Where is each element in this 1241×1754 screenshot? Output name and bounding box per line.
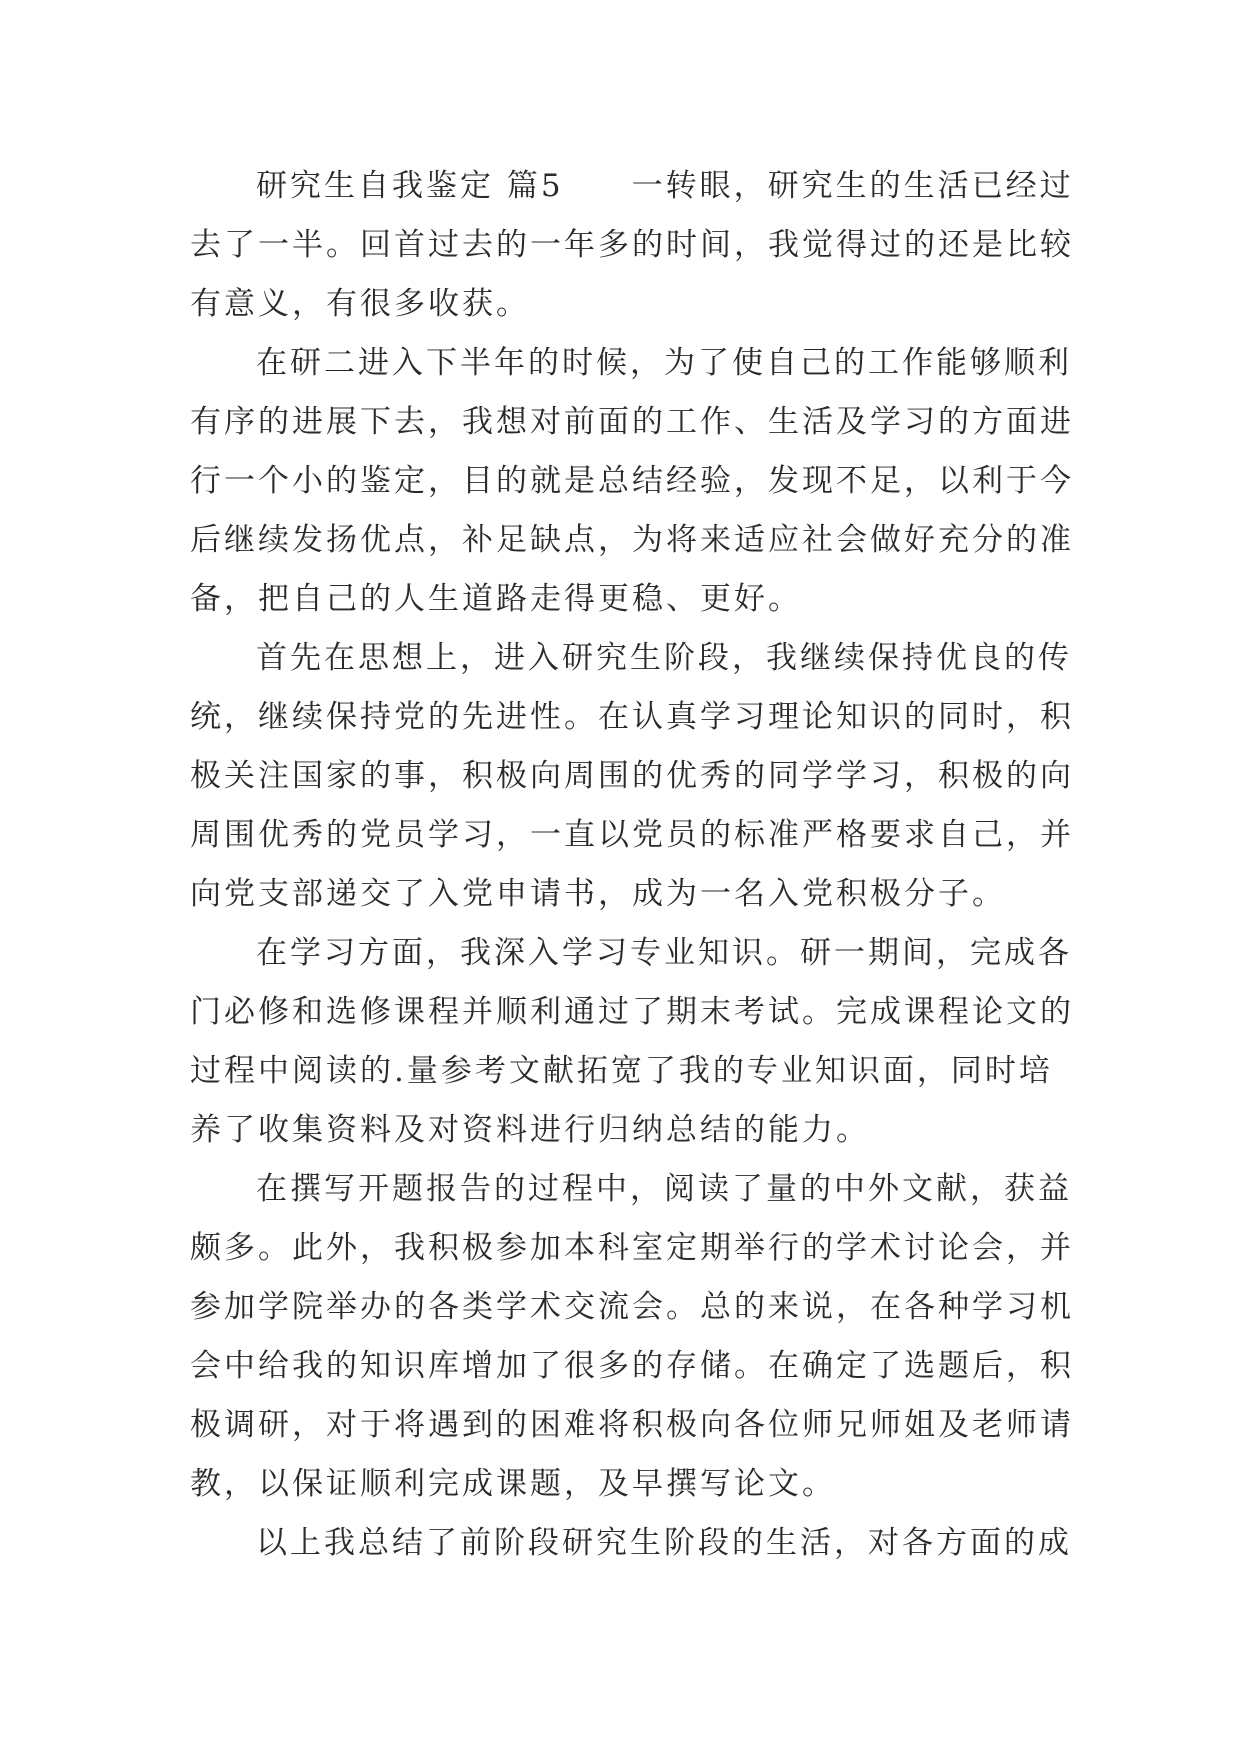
text-line: 门必修和选修课程并顺利通过了期末考试。完成课程论文的 <box>190 994 1074 1030</box>
text-line: 会中给我的知识库增加了很多的存储。在确定了选题后，积 <box>190 1348 1074 1384</box>
text-line: 首先在思想上，进入研究生阶段，我继续保持优良的传 <box>256 640 1072 676</box>
paragraph <box>190 1514 1070 1573</box>
text-line: 颇多。此外，我积极参加本科室定期举行的学术讨论会，并 <box>190 1230 1074 1266</box>
text-line: 研究生自我鉴定 篇5 一转眼，研究生的生活已经过 <box>256 168 1074 204</box>
text-line: 周围优秀的党员学习，一直以党员的标准严格要求自己，并 <box>190 817 1074 853</box>
paragraph <box>190 334 1074 629</box>
text-line: 养了收集资料及对资料进行归纳总结的能力。 <box>190 1112 870 1148</box>
paragraph <box>190 157 1074 334</box>
text-line: 有序的进展下去，我想对前面的工作、生活及学习的方面进 <box>190 404 1074 440</box>
text-line: 在撰写开题报告的过程中，阅读了量的中外文献，获益 <box>256 1171 1072 1207</box>
paragraph <box>190 924 1074 1160</box>
text-line: 以上我总结了前阶段研究生阶段的生活，对各方面的成 <box>256 1525 1072 1561</box>
paragraph <box>190 1160 1074 1514</box>
text-line: 统，继续保持党的先进性。在认真学习理论知识的同时，积 <box>190 699 1074 735</box>
text-line: 过程中阅读的.量参考文献拓宽了我的专业知识面，同时培 <box>190 1053 1053 1089</box>
paragraph <box>190 629 1074 924</box>
text-line: 备，把自己的人生道路走得更稳、更好。 <box>190 581 802 617</box>
text-line: 极调研，对于将遇到的困难将积极向各位师兄师姐及老师请 <box>190 1407 1074 1443</box>
text-line: 极关注国家的事，积极向周围的优秀的同学学习，积极的向 <box>190 758 1074 794</box>
text-line: 在研二进入下半年的时候，为了使自己的工作能够顺利 <box>256 345 1072 381</box>
text-line: 参加学院举办的各类学术交流会。总的来说，在各种学习机 <box>190 1289 1074 1325</box>
text-line: 行一个小的鉴定，目的就是总结经验，发现不足，以利于今 <box>190 463 1074 499</box>
text-line: 在学习方面，我深入学习专业知识。研一期间，完成各 <box>256 935 1072 971</box>
text-line: 后继续发扬优点，补足缺点，为将来适应社会做好充分的准 <box>190 522 1074 558</box>
document-body <box>190 157 1074 1573</box>
text-line: 向党支部递交了入党申请书，成为一名入党积极分子。 <box>190 876 1006 912</box>
text-line: 教，以保证顺利完成课题，及早撰写论文。 <box>190 1466 836 1502</box>
text-line: 去了一半。回首过去的一年多的时间，我觉得过的还是比较 <box>190 227 1074 263</box>
text-line: 有意义，有很多收获。 <box>190 286 530 322</box>
